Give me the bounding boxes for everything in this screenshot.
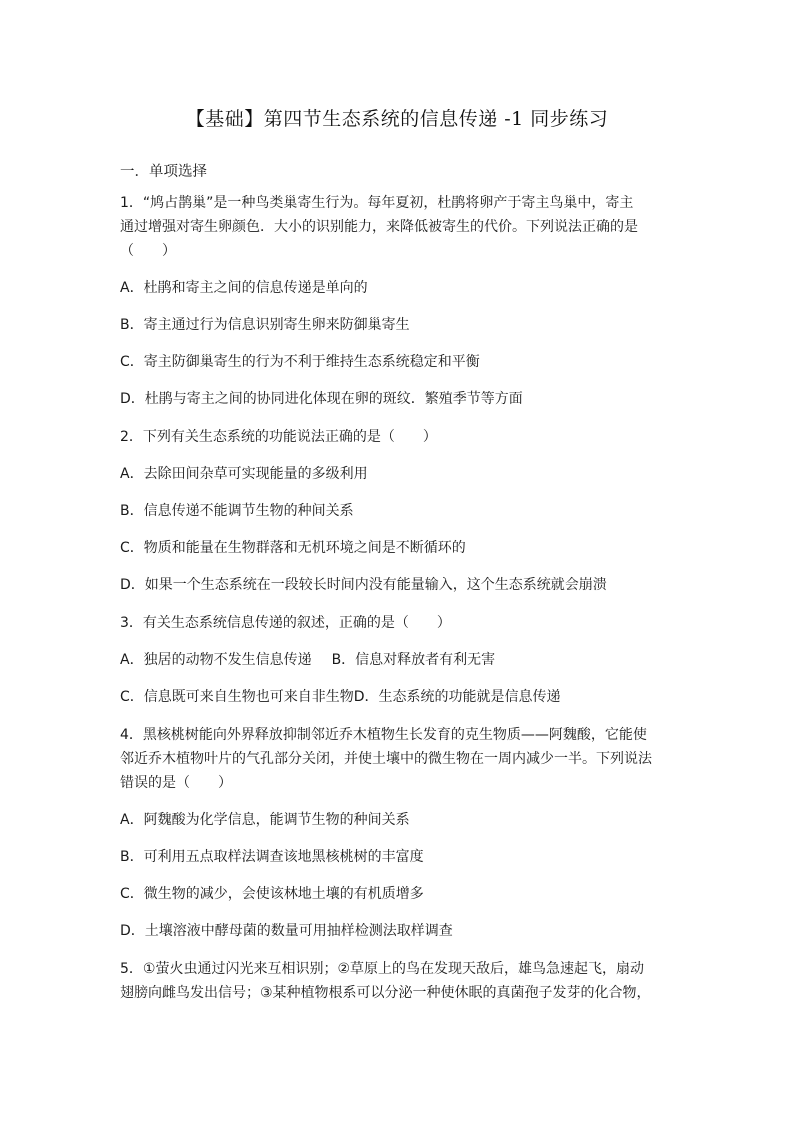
option-b: B．信息传递不能调节生物的种间关系 xyxy=(120,503,354,519)
stem-line: 邻近乔木植物叶片的气孔部分关闭，并使土壤中的微生物在一周内减少一半。下列说法 xyxy=(120,751,652,767)
stem-line: 翅膀向雌鸟发出信号；③某种植物根系可以分泌一种使休眠的真菌孢子发芽的化合物， xyxy=(120,985,651,1001)
option-c: C．寄主防御巢寄生的行为不利于维持生态系统稳定和平衡 xyxy=(120,354,480,370)
question-4 xyxy=(120,723,680,943)
question-2 xyxy=(120,425,680,597)
question-stem xyxy=(120,957,680,1005)
question-stem xyxy=(120,191,680,263)
option-b: B．信息对释放者有利无害 xyxy=(331,652,496,668)
option-c: C．微生物的减少，会使该林地土壤的有机质增多 xyxy=(120,886,424,902)
question-stem xyxy=(120,425,680,449)
option-c: C．物质和能量在生物群落和无机环境之间是不断循环的 xyxy=(120,540,466,556)
option-d: D．杜鹃与寄主之间的协同进化体现在卵的斑纹．繁殖季节等方面 xyxy=(120,391,523,407)
question-3 xyxy=(120,611,680,709)
option-b: B．可利用五点取样法调查该地黑核桃树的丰富度 xyxy=(120,849,424,865)
section-heading: 一．单项选择 xyxy=(120,164,207,180)
stem-line: （ ） xyxy=(120,243,176,259)
option-d: D．如果一个生态系统在一段较长时间内没有能量输入，这个生态系统就会崩溃 xyxy=(120,577,607,593)
question-list xyxy=(120,177,680,1005)
option-a: A．阿魏酸为化学信息，能调节生物的种间关系 xyxy=(120,812,410,828)
question-stem xyxy=(120,611,680,635)
option-a: A．去除田间杂草可实现能量的多级利用 xyxy=(120,466,368,482)
page-title: 【基础】第四节生态系统的信息传递 -1 同步练习 xyxy=(185,108,609,130)
option-a: A．独居的动物不发生信息传递 xyxy=(120,652,312,668)
option-a: A．杜鹃和寄主之间的信息传递是单向的 xyxy=(120,280,368,296)
question-stem xyxy=(120,723,680,795)
question-1 xyxy=(120,191,680,411)
option-row-ab xyxy=(120,648,680,672)
option-c: C．信息既可来自生物也可来自非生物 xyxy=(120,689,354,705)
stem-line: 5．①萤火虫通过闪光来互相识别；②草原上的鸟在发现天敌后，雄鸟急速起飞，扇动 xyxy=(120,961,645,977)
stem-line: 3．有关生态系统信息传递的叙述，正确的是（ ） xyxy=(120,615,451,631)
option-d: D．生态系统的功能就是信息传递 xyxy=(353,689,561,705)
option-d: D．土壤溶液中酵母菌的数量可用抽样检测法取样调查 xyxy=(120,923,453,939)
stem-line: 通过增强对寄生卵颜色．大小的识别能力，来降低被寄生的代价。下列说法正确的是 xyxy=(120,219,638,235)
question-5 xyxy=(120,957,680,1005)
stem-line: 错误的是（ ） xyxy=(120,775,232,791)
stem-line: 1．“鸠占鹊巢”是一种鸟类巢寄生行为。每年夏初，杜鹃将卵产于寄主鸟巢中，寄主 xyxy=(120,195,634,211)
option-row-cd xyxy=(120,685,680,709)
option-b: B．寄主通过行为信息识别寄生卵来防御巢寄生 xyxy=(120,317,410,333)
stem-line: 4．黑核桃树能向外界释放抑制邻近乔木植物生长发育的克生物质——阿魏酸，它能使 xyxy=(120,727,647,743)
stem-line: 2．下列有关生态系统的功能说法正确的是（ ） xyxy=(120,429,437,445)
